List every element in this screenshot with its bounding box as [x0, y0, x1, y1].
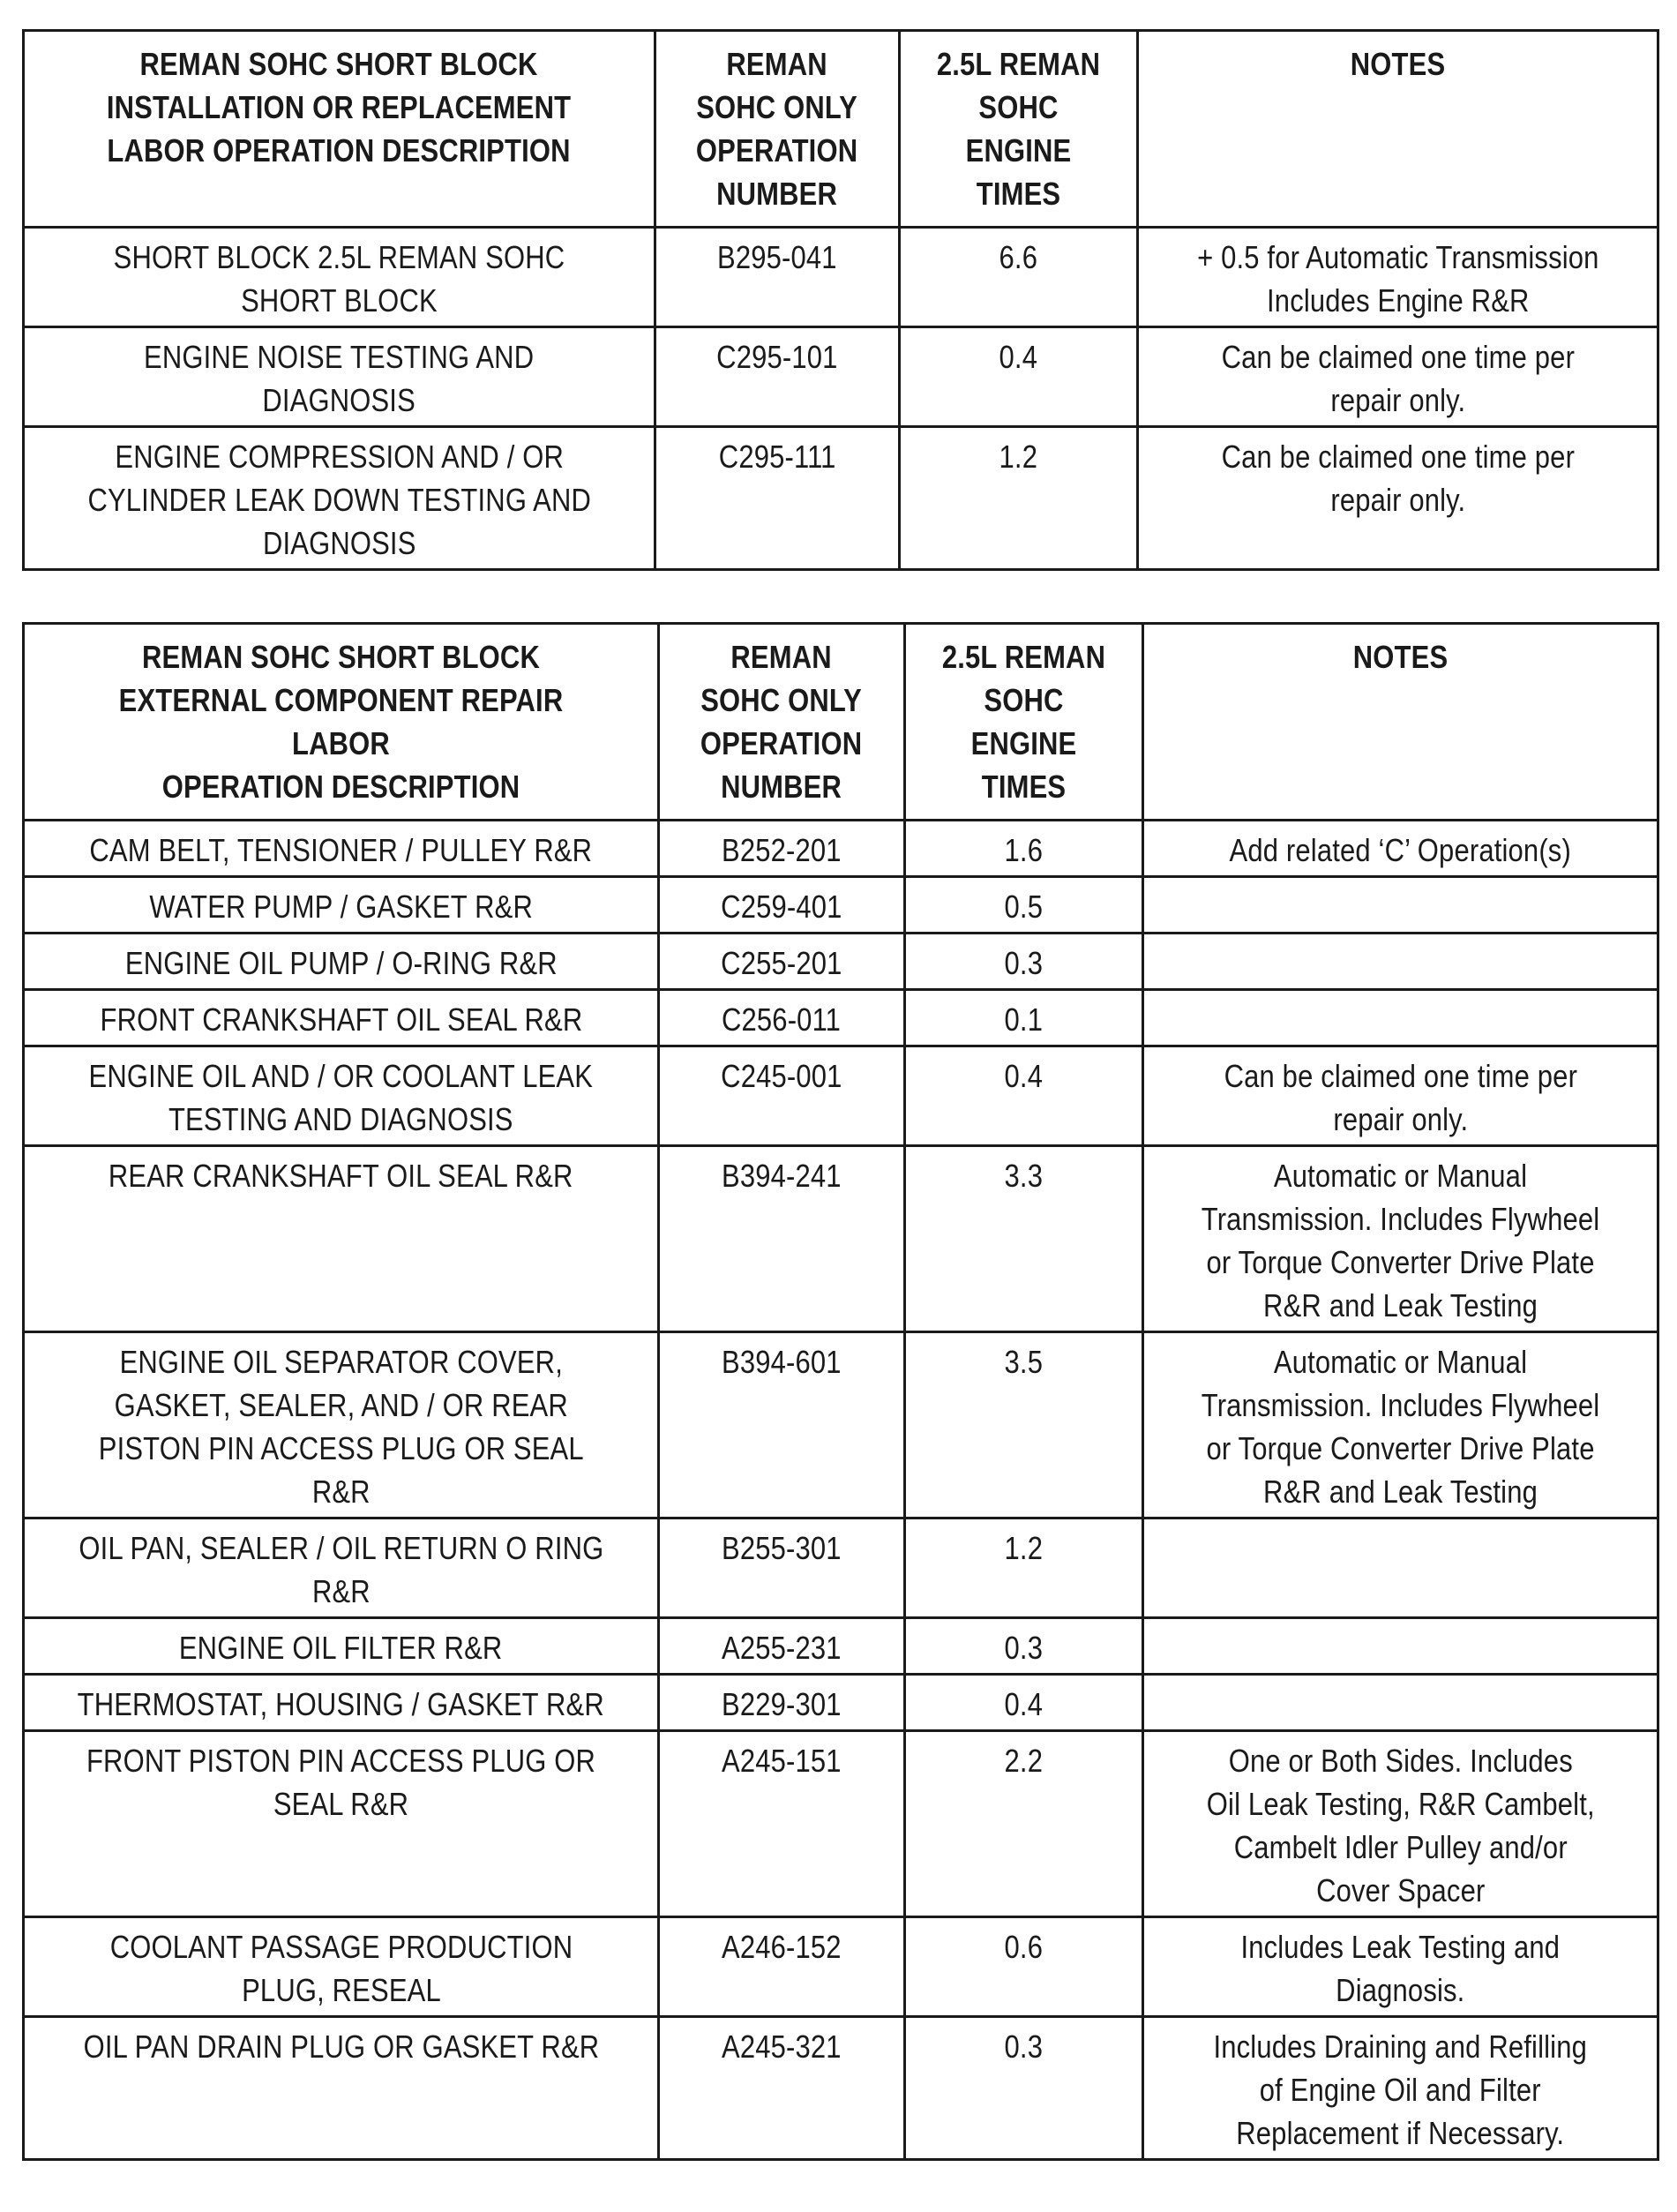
cell-engine-time: 0.4 [905, 1675, 1143, 1731]
cell-notes: Can be claimed one time per repair only. [1143, 1046, 1658, 1146]
cell-description: ENGINE OIL AND / OR COOLANT LEAK TESTING AND DIAGNOSIS [24, 1046, 659, 1146]
cell-notes: Can be claimed one time per repair only. [1138, 327, 1658, 427]
header-description: REMAN SOHC SHORT BLOCK INSTALLATION OR REPLACEMENT LABOR OPERATION DESCRIPTION [24, 31, 655, 228]
external-component-labor-table [22, 622, 1659, 2161]
cell-description: THERMOSTAT, HOUSING / GASKET R&R [24, 1675, 659, 1731]
table-row [24, 1917, 1658, 2017]
table-row [24, 1332, 1658, 1518]
cell-operation-number: C259-401 [659, 877, 905, 934]
cell-operation-number: C255-201 [659, 934, 905, 990]
table-row [24, 934, 1658, 990]
cell-description: COOLANT PASSAGE PRODUCTION PLUG, RESEAL [24, 1917, 659, 2017]
cell-notes [1143, 1518, 1658, 1618]
table-row [24, 228, 1658, 327]
cell-engine-time: 0.5 [905, 877, 1143, 934]
cell-description: CAM BELT, TENSIONER / PULLEY R&R [24, 821, 659, 877]
header-description: REMAN SOHC SHORT BLOCK EXTERNAL COMPONENT REPAIR LABOR OPERATION DESCRIPTION [24, 624, 659, 821]
cell-description: FRONT CRANKSHAFT OIL SEAL R&R [24, 990, 659, 1046]
cell-notes [1143, 877, 1658, 934]
table-row [24, 1146, 1658, 1332]
cell-operation-number: B295-041 [655, 228, 900, 327]
cell-operation-number: B255-301 [659, 1518, 905, 1618]
cell-operation-number: C295-111 [655, 427, 900, 570]
cell-engine-time: 0.1 [905, 990, 1143, 1046]
cell-operation-number: A255-231 [659, 1618, 905, 1675]
cell-description: ENGINE NOISE TESTING AND DIAGNOSIS [24, 327, 655, 427]
cell-engine-time: 0.3 [905, 2017, 1143, 2160]
cell-notes: Can be claimed one time per repair only. [1138, 427, 1658, 570]
cell-engine-time: 0.3 [905, 934, 1143, 990]
cell-engine-time: 1.2 [900, 427, 1138, 570]
header-operation-number: REMAN SOHC ONLY OPERATION NUMBER [659, 624, 905, 821]
header-notes: NOTES [1138, 31, 1658, 228]
cell-description: REAR CRANKSHAFT OIL SEAL R&R [24, 1146, 659, 1332]
cell-notes [1143, 1618, 1658, 1675]
cell-notes: One or Both Sides. Includes Oil Leak Testing, R&R Cambelt, Cambelt Idler Pulley and/or Cover Spacer [1143, 1731, 1658, 1917]
table-row [24, 1046, 1658, 1146]
cell-engine-time: 2.2 [905, 1731, 1143, 1917]
cell-operation-number: C245-001 [659, 1046, 905, 1146]
cell-description: ENGINE OIL SEPARATOR COVER, GASKET, SEALER, AND / OR REAR PISTON PIN ACCESS PLUG OR SEAL R&R [24, 1332, 659, 1518]
table-row [24, 877, 1658, 934]
cell-notes [1143, 990, 1658, 1046]
cell-notes: Add related ‘C’ Operation(s) [1143, 821, 1658, 877]
cell-notes [1143, 934, 1658, 990]
header-engine-times: 2.5L REMAN SOHC ENGINE TIMES [905, 624, 1143, 821]
cell-operation-number: A245-151 [659, 1731, 905, 1917]
cell-notes: Includes Leak Testing and Diagnosis. [1143, 1917, 1658, 2017]
header-operation-number: REMAN SOHC ONLY OPERATION NUMBER [655, 31, 900, 228]
cell-description: ENGINE COMPRESSION AND / OR CYLINDER LEAK DOWN TESTING AND DIAGNOSIS [24, 427, 655, 570]
cell-operation-number: A245-321 [659, 2017, 905, 2160]
cell-engine-time: 1.2 [905, 1518, 1143, 1618]
table-row [24, 427, 1658, 570]
cell-description: WATER PUMP / GASKET R&R [24, 877, 659, 934]
cell-description: OIL PAN, SEALER / OIL RETURN O RING R&R [24, 1518, 659, 1618]
table-header-row [24, 624, 1658, 821]
cell-notes [1143, 1675, 1658, 1731]
table-row [24, 821, 1658, 877]
cell-operation-number: B229-301 [659, 1675, 905, 1731]
cell-description: OIL PAN DRAIN PLUG OR GASKET R&R [24, 2017, 659, 2160]
cell-engine-time: 0.4 [905, 1046, 1143, 1146]
cell-operation-number: B394-601 [659, 1332, 905, 1518]
table-row [24, 1518, 1658, 1618]
cell-description: SHORT BLOCK 2.5L REMAN SOHC SHORT BLOCK [24, 228, 655, 327]
table-row [24, 2017, 1658, 2160]
cell-description: ENGINE OIL FILTER R&R [24, 1618, 659, 1675]
cell-engine-time: 6.6 [900, 228, 1138, 327]
cell-operation-number: C256-011 [659, 990, 905, 1046]
table-row [24, 327, 1658, 427]
table-row [24, 1618, 1658, 1675]
installation-labor-table [22, 29, 1659, 571]
cell-operation-number: B252-201 [659, 821, 905, 877]
cell-notes: Automatic or Manual Transmission. Includes Flywheel or Torque Converter Drive Plate R&R and Leak Testing [1143, 1332, 1658, 1518]
header-notes: NOTES [1143, 624, 1658, 821]
cell-notes: + 0.5 for Automatic Transmission Includes Engine R&R [1138, 228, 1658, 327]
cell-engine-time: 1.6 [905, 821, 1143, 877]
cell-description: ENGINE OIL PUMP / O-RING R&R [24, 934, 659, 990]
cell-operation-number: A246-152 [659, 1917, 905, 2017]
header-engine-times: 2.5L REMAN SOHC ENGINE TIMES [900, 31, 1138, 228]
cell-engine-time: 0.6 [905, 1917, 1143, 2017]
cell-engine-time: 0.4 [900, 327, 1138, 427]
table-row [24, 1731, 1658, 1917]
cell-operation-number: B394-241 [659, 1146, 905, 1332]
table-row [24, 990, 1658, 1046]
table-header-row [24, 31, 1658, 228]
cell-operation-number: C295-101 [655, 327, 900, 427]
cell-engine-time: 0.3 [905, 1618, 1143, 1675]
cell-description: FRONT PISTON PIN ACCESS PLUG OR SEAL R&R [24, 1731, 659, 1917]
table-row [24, 1675, 1658, 1731]
cell-engine-time: 3.3 [905, 1146, 1143, 1332]
cell-engine-time: 3.5 [905, 1332, 1143, 1518]
cell-notes: Includes Draining and Refilling of Engine Oil and Filter Replacement if Necessary. [1143, 2017, 1658, 2160]
cell-notes: Automatic or Manual Transmission. Includes Flywheel or Torque Converter Drive Plate R&R and Leak Testing [1143, 1146, 1658, 1332]
